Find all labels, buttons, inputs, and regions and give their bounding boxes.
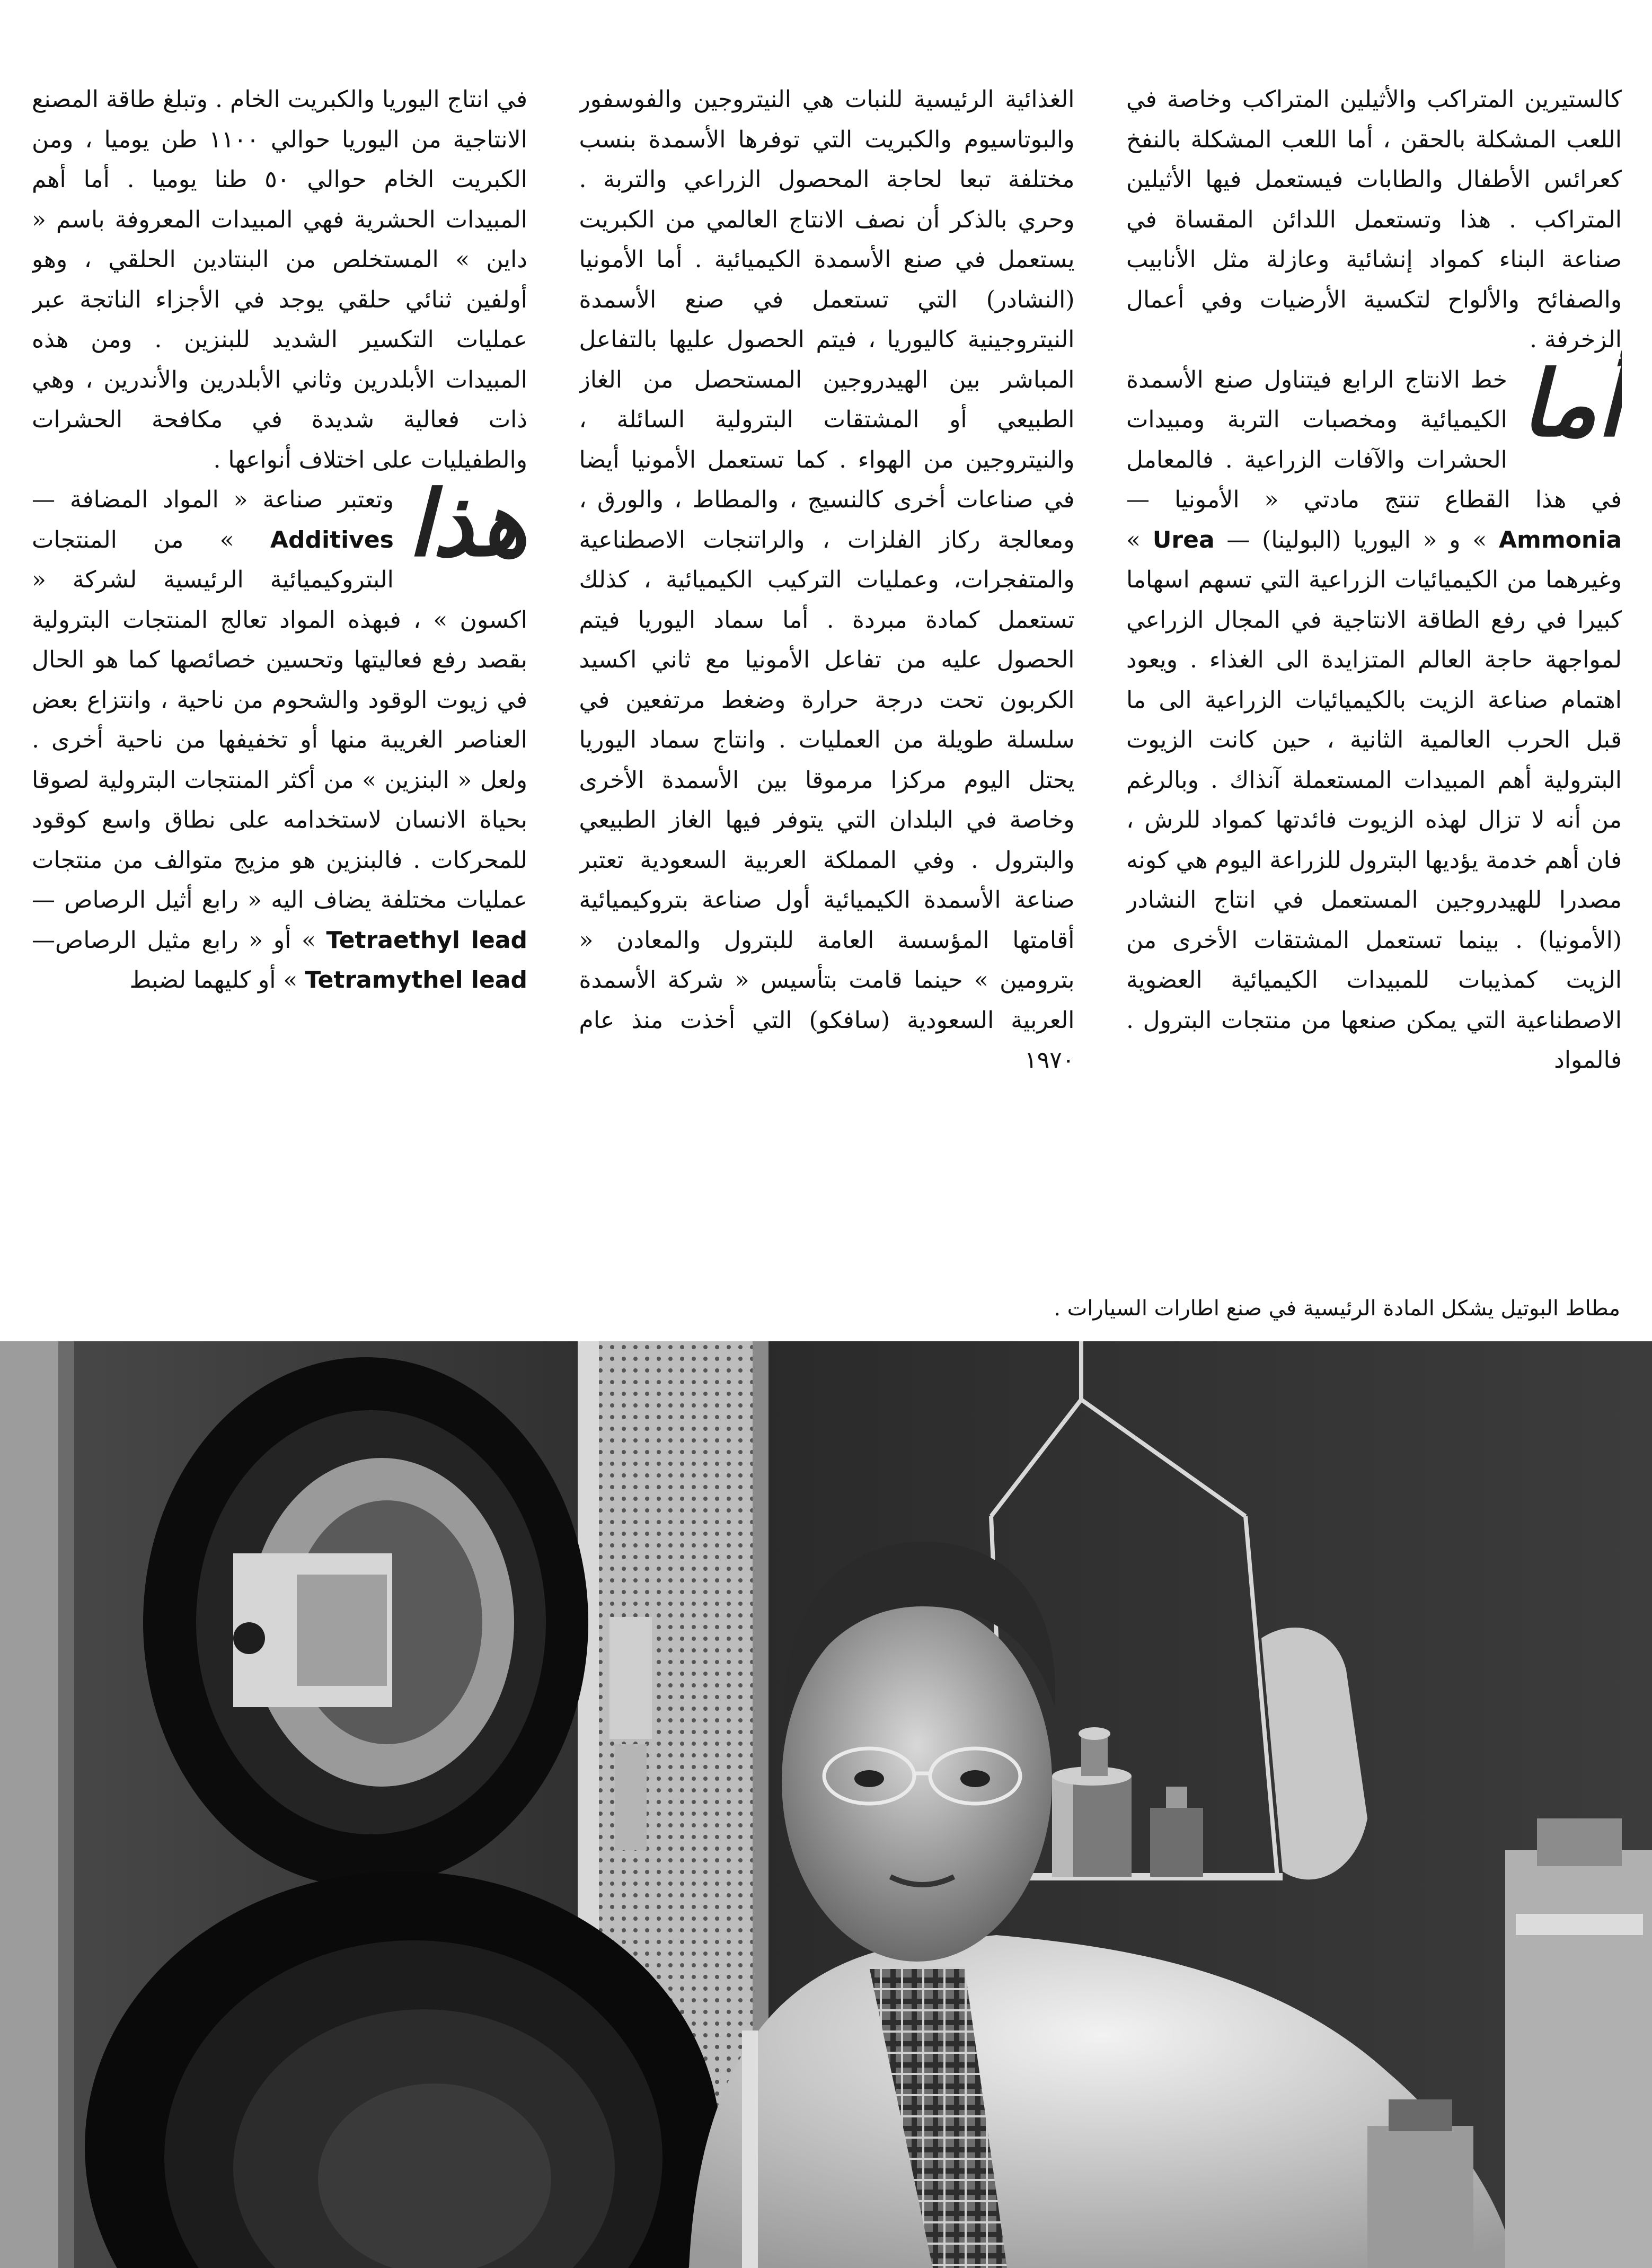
column-left (32, 80, 527, 1278)
paragraph (32, 471, 527, 1000)
column-right (1126, 80, 1622, 1278)
text-run: وتعتبر صناعة « المواد المضافة — (32, 486, 394, 513)
drop-cap: هذا (407, 471, 527, 577)
text-run: » من المنتجات البتروكيميائية الرئيسية لشركة « اكسون » ، فبهذه المواد تعالج المنتجات البترولية بقصد رفع فعاليتها وتحسين خصائصها كما هو الحال في زيوت الوقود والشحوم من ناحية ، وانتزاع بعض العناصر الغريبة منها أو تخفيفها من ناحية أخرى . ولعل « البنزين » من أكثر المنتجات البترولية لصوقا بحياة الانسان لاستخدامه على نطاق واسع كوقود للمحركات . فالبنزين هو مزيج متوالف من منتجات عمليات مختلفة يضاف اليه « رابع أثيل الرصاص — (32, 526, 527, 913)
text-run: » أو « رابع مثيل الرصاص— (32, 926, 326, 954)
photo-illustration (0, 1341, 1652, 2268)
photograph (0, 1341, 1652, 2268)
latin-term: Urea (1152, 526, 1215, 553)
tire-icon (143, 1357, 588, 1887)
latin-term: Ammonia (1498, 526, 1622, 553)
paragraph: كالستيرين المتراكب والأثيلين المتراكب وخاصة في اللعب المشكلة بالحقن ، أما اللعب المشكلة بالنفخ كعرائس الأطفال والطابات فيستعمل فيها الأثيلين المتراكب . هذا وتستعمل اللدائن المقساة في صناعة البناء كمواد إنشائية وعازلة مثل الأنابيب والصفائح والألواح لتكسية الأرضيات وفي أعمال الزخرفة . (1126, 86, 1622, 353)
paragraph: في انتاج اليوريا والكبريت الخام . وتبلغ طاقة المصنع الانتاجية من اليوريا حوالي ١١٠٠ طن يوميا ، ومن الكبريت الخام حوالي ٥٠ طنا يوميا . أما أهم المبيدات الحشرية فهي المبيدات المعروفة باسم « داين » المستخلص من البنتادين الحلقي ، وهو أولفين ثنائي حلقي يوجد في الأجزاء الناتجة عبر عمليات التكسير الشديد للبنزين . ومن هذه المبيدات الأبلدرين وثاني الأبلدرين والأندرين ، وهي ذات فعالية شديدة في مكافحة الحشرات والطفيليات على اختلاف أنواعها . (32, 86, 527, 473)
article-columns (32, 80, 1622, 1278)
photo-caption: مطاط البوتيل يشكل المادة الرئيسية في صنع اطارات السيارات . (1054, 1296, 1620, 1321)
drop-cap: أما (1521, 350, 1622, 457)
text-run: خط الانتاج الرابع فيتناول صنع الأسمدة الكيميائية ومخصبات التربة ومبيدات الحشرات والآفات الزراعية . فالمعامل في هذا القطاع تنتج مادتي « الأمونيا — (1126, 366, 1622, 513)
latin-term: Additives (270, 526, 394, 553)
text-run: » و « اليوريا (البولينا) — (1214, 526, 1499, 553)
paragraph: الغذائية الرئيسية للنبات هي النيتروجين والفوسفور والبوتاسيوم والكبريت التي توفرها الأسمدة بنسب مختلفة تبعا لحاجة المحصول الزراعي والتربة . وحري بالذكر أن نصف الانتاج العالمي من الكبريت يستعمل في صنع الأسمدة الكيميائية . أما الأمونيا (النشادر) التي تستعمل في صنع الأسمدة النيتروجينية كاليوريا ، فيتم الحصول عليها بالتفاعل المباشر بين الهيدروجين المستحصل من الغاز الطبيعي أو المشتقات البترولية السائلة ، والنيتروجين من الهواء . كما تستعمل الأمونيا أيضا في صناعات أخرى كالنسيج ، والمطاط ، والورق ، ومعالجة ركاز الفلزات ، والراتنجات الاصطناعية والمتفجرات، وعمليات التركيب الكيميائية ، كذلك تستعمل كمادة مبردة . أما سماد اليوريا فيتم الحصول عليه من تفاعل الأمونيا مع ثاني اكسيد الكربون تحت درجة حرارة وضغط مرتفعين في سلسلة طويلة من العمليات . وانتاج سماد اليوريا يحتل اليوم مركزا مرموقا بين الأسمدة الأخرى وخاصة في البلدان التي يتوفر فيها الغاز الطبيعي والبترول . وفي المملكة العربية السعودية تعتبر صناعة الأسمدة الكيميائية أول صناعة بتروكيميائية أقامتها المؤسسة العامة للبترول والمعادن « بترومين » حينما قامت بتأسيس « شركة الأسمدة العربية السعودية (سافكو) التي أخذت منذ عام ١٩٧٠ (579, 86, 1075, 1074)
paragraph (1126, 350, 1622, 1080)
latin-term: Tetraethyl lead (326, 926, 527, 954)
text-run: » وغيرهما من الكيميائيات الزراعية التي تسهم اسهاما كبيرا في رفع الطاقة الانتاجية في المجال الزراعي لمواجهة حاجة العالم المتزايدة الى الغذاء . ويعود اهتمام صناعة الزيت بالكيميائيات الزراعية الى ما قبل الحرب العالمية الثانية ، حين كانت الزيوت البترولية أهم المبيدات المستعملة آنذاك . وبالرغم من أنه لا تزال لهذه الزيوت فائدتها كمواد للرش ، فان أهم خدمة يؤديها البترول للزراعة اليوم هي كونه مصدرا للهيدروجين المستعمل في انتاج النشادر (الأمونيا) . بينما تستعمل المشتقات الأخرى من الزيت كمذيبات للمبيدات الكيميائية العضوية الاصطناعية التي يمكن صنعها من منتجات البترول . فالمواد (1126, 526, 1622, 1074)
column-middle (579, 80, 1075, 1278)
text-run: » أو كليهما لضبط (129, 966, 305, 994)
latin-term: Tetramythel lead (305, 966, 527, 994)
